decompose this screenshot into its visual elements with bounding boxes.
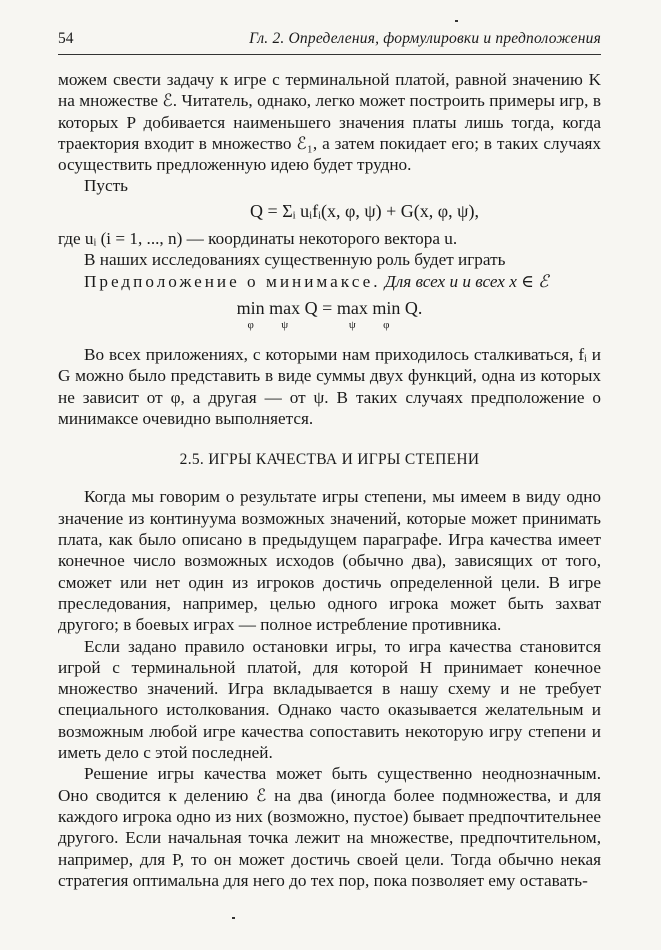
assumption-heading: Предположение о минимаксе. [84, 271, 381, 291]
minmax-term-2: max ψ [269, 297, 301, 331]
paragraph-let: Пусть [84, 176, 128, 196]
print-speck-bottom [232, 917, 235, 919]
section-paragraph-1: Когда мы говорим о результате игры степени, мы имеем в виду одно значение из континуума возможных значений, которые может принимать плата, как было описано в предыдущем параграфе. Игра качества имеет конечное число возможных исходов (обычно два), зависящих от того, сможет или нет один из игроков достичь определенной цели. В игре преследования, например, целью одного игрока может быть захват другого; в боевых играх — полное истребление противника. [58, 487, 601, 635]
section-paragraph-2: Если задано правило остановки игры, то игра качества становится игрой с терминальной платой, для которой H принимает конечное множество значений. Игра вкладывается в нашу схему и не требует специального истолкования. Однако часто оказывается желательным и возможным любой игре качества сопоставить некоторую игру степени и иметь дело с этой последней. [58, 636, 601, 763]
running-title: Гл. 2. Определения, формулировки и предположения [249, 30, 601, 47]
paragraph-research: В наших исследованиях существенную роль будет играть [84, 250, 506, 270]
book-page [58, 30, 601, 891]
minmax-end: Q. [404, 297, 423, 318]
running-header [58, 30, 601, 55]
paragraph-applications: Во всех приложениях, с которыми нам приходилось сталкиваться, fᵢ и G можно было представить в виде суммы двух функций, одна из которых не зависит от φ, а другая — от ψ. В таких случаях предположение о минимаксе очевидно выполняется. [58, 344, 601, 428]
minmax-term-4: min φ [372, 297, 401, 331]
assumption-condition: Для всех u и всех x ∈ ℰ [384, 271, 549, 291]
section-title: 2.5. ИГРЫ КАЧЕСТВА И ИГРЫ СТЕПЕНИ [179, 451, 480, 469]
minmax-term-1: min φ [236, 297, 265, 331]
paragraph-assumption [58, 271, 601, 292]
section-paragraph-3: Решение игры качества может быть существенно неоднозначным. Оно сводится к делению ℰ на два (иногда более подмножества, и для каждого игрока одно из них (возможно, пустое) бывает предпочтительнее другого. Если начальная точка лежит на множестве, предпочтительном, например, для P, то он может достичь своей цели. Тогда обычно некая стратегия оптимальна для него до тех пор, пока позволяет ему оставать- [58, 764, 601, 890]
paragraph-where: где uᵢ (i = 1, ..., n) — координаты некоторого вектора u. [58, 229, 458, 249]
paragraph-1: можем свести задачу к игре с терминальной платой, равной значению K на множестве ℰ. Читатель, однако, легко может построить примеры игр, в которых P добивается наименьшего значения платы лишь тогда, когда траектория входит в множество ℰ₁, а затем покидает его; в таких случаях осуществить предложенную идею будет трудно. [58, 70, 601, 175]
minmax-term-3: max ψ [336, 297, 368, 331]
formula-q: Q = Σᵢ uᵢfᵢ(x, φ, ψ) + G(x, φ, ψ), [250, 200, 479, 221]
page-number: 54 [58, 30, 74, 47]
minimax-equation [58, 298, 601, 332]
page-body [58, 69, 601, 891]
minmax-middle: Q = [304, 297, 333, 318]
print-speck-top [455, 20, 458, 22]
